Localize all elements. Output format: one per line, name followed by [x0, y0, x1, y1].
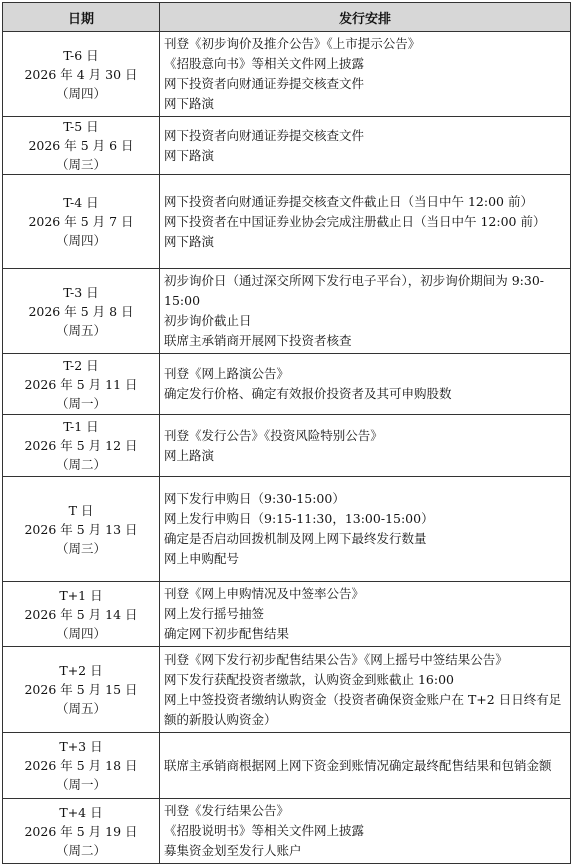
date-cell-date: 2026 年 5 月 13 日 — [24, 521, 138, 537]
date-cell-date: 2026 年 5 月 6 日 — [28, 138, 134, 153]
arrangement-item: 网上发行摇号抽签 — [164, 606, 265, 621]
arrangement-item: 网下路演 — [164, 147, 215, 163]
arrangement-item: 网上申购配号 — [164, 551, 240, 566]
date-cell — [3, 733, 160, 799]
date-cell-date: 2026 年 5 月 18 日 — [24, 758, 138, 773]
date-cell-weekday: （周五） — [55, 322, 106, 338]
date-cell-day: T+4 日 — [59, 804, 103, 820]
arrangement-item: 初步询价截止日 — [164, 313, 252, 328]
date-cell-weekday: （周四） — [55, 625, 106, 641]
header-date: 日期 — [3, 3, 160, 32]
arrangement-item: 刊登《发行公告》《投资风险特别公告》 — [164, 427, 383, 443]
cut-off-text-fragment — [4, 829, 124, 835]
date-cell-day: T-2 日 — [63, 357, 99, 373]
date-cell — [3, 647, 160, 733]
date-cell-weekday: （周二） — [55, 457, 106, 472]
arrangement-cell — [160, 799, 571, 864]
table-row — [3, 175, 571, 269]
arrangement-cell — [160, 582, 571, 647]
arrangement-cell — [160, 733, 571, 799]
table-row — [3, 477, 571, 582]
arrangement-item: 网上中签投资者缴纳认购资金（投资者确保资金账户在 T+2 日日终有足额的新股认购资金） — [164, 691, 562, 727]
arrangement-cell — [160, 354, 571, 415]
arrangement-item: 网上发行申购日（9:15-11:30，13:00-15:00） — [164, 511, 434, 526]
date-cell-date: 2026 年 5 月 8 日 — [28, 303, 134, 319]
arrangement-item: 刊登《发行结果公告》 — [164, 803, 290, 818]
date-cell-weekday: （周四） — [55, 233, 106, 248]
date-cell — [3, 117, 160, 175]
table-row — [3, 117, 571, 175]
arrangement-item: 网下发行申购日（9:30-15:00） — [164, 491, 345, 506]
date-cell — [3, 269, 160, 354]
date-cell-day: T+2 日 — [59, 663, 103, 678]
date-cell — [3, 175, 160, 269]
date-cell-weekday: （周五） — [55, 701, 106, 716]
arrangement-item: 确定发行价格、确定有效报价投资者及其可申购股数 — [164, 386, 452, 401]
arrangement-item: 刊登《网下发行初步配售结果公告》《网上摇号中签结果公告》 — [164, 651, 508, 667]
table-row — [3, 733, 571, 799]
date-cell-date: 2026 年 4 月 30 日 — [24, 66, 138, 82]
date-cell-day: T+1 日 — [59, 587, 103, 603]
arrangement-item: 确定是否启动回拨机制及网上网下最终发行数量 — [164, 531, 427, 546]
arrangement-cell — [160, 477, 571, 582]
date-cell-weekday: （周四） — [55, 85, 106, 101]
arrangement-item: 网下投资者在中国证券业协会完成注册截止日（当日中午 12:00 前） — [164, 213, 546, 229]
header-arrangement: 发行安排 — [160, 3, 571, 32]
table-row — [3, 647, 571, 733]
arrangement-item: 联席主承销商开展网下投资者核查 — [164, 333, 352, 348]
date-cell-day: T-4 日 — [63, 195, 99, 210]
arrangement-item: 网下投资者向财通证券提交核查文件截止日（当日中午 12:00 前） — [164, 193, 533, 209]
table-row — [3, 415, 571, 477]
arrangement-item: 刊登《网上路演公告》 — [164, 366, 290, 381]
arrangement-cell — [160, 175, 571, 269]
arrangement-cell — [160, 415, 571, 477]
date-cell-weekday: （周三） — [55, 540, 106, 556]
arrangement-item: 《招股意向书》等相关文件网上披露 — [164, 56, 365, 71]
date-cell-day: T-6 日 — [63, 47, 99, 63]
arrangement-cell — [160, 117, 571, 175]
arrangement-item: 刊登《初步询价及推介公告》《上市提示公告》 — [164, 36, 421, 51]
date-cell-weekday: （周三） — [55, 157, 106, 172]
arrangement-item: 网下发行获配投资者缴款，认购资金到账截止 16:00 — [164, 671, 454, 687]
issuance-schedule-table — [2, 2, 571, 864]
date-cell-date: 2026 年 5 月 11 日 — [24, 376, 138, 392]
arrangement-item: 初步询价日（通过深交所网下发行电子平台），初步询价期间为 9:30-15:00 — [164, 273, 545, 308]
arrangement-cell — [160, 647, 571, 733]
arrangement-cell — [160, 269, 571, 354]
date-cell-date: 2026 年 5 月 14 日 — [24, 606, 138, 622]
arrangement-item: 网下投资者向财通证券提交核查文件 — [164, 76, 365, 91]
date-cell — [3, 354, 160, 415]
arrangement-item: 刊登《网上申购情况及中签率公告》 — [164, 586, 365, 601]
date-cell — [3, 582, 160, 647]
date-cell-day: T+3 日 — [59, 739, 103, 754]
table-row — [3, 354, 571, 415]
arrangement-cell — [160, 32, 571, 117]
date-cell-day: T 日 — [68, 502, 94, 518]
arrangement-item: 确定网下初步配售结果 — [164, 626, 290, 641]
arrangement-item: 网下投资者向财通证券提交核查文件 — [164, 127, 365, 143]
date-cell — [3, 415, 160, 477]
arrangement-item: 网下路演 — [164, 233, 215, 249]
date-cell-date: 2026 年 5 月 7 日 — [28, 214, 134, 229]
date-cell-weekday: （周一） — [55, 777, 106, 792]
table-row — [3, 269, 571, 354]
arrangement-item: 募集资金划至发行人账户 — [164, 843, 302, 858]
date-cell — [3, 32, 160, 117]
table-header-row — [3, 3, 571, 32]
date-cell-date: 2026 年 5 月 19 日 — [24, 823, 138, 839]
date-cell-day: T-5 日 — [63, 119, 99, 134]
table-row — [3, 32, 571, 117]
date-cell — [3, 477, 160, 582]
arrangement-item: 网上路演 — [164, 447, 215, 463]
arrangement-item: 《招股说明书》等相关文件网上披露 — [164, 823, 365, 838]
arrangement-item: 联席主承销商根据网上网下资金到账情况确定最终配售结果和包销金额 — [164, 757, 552, 773]
arrangement-item: 网下路演 — [164, 96, 215, 111]
table-body — [3, 32, 571, 864]
date-cell-weekday: （周一） — [55, 395, 106, 411]
date-cell-weekday: （周二） — [55, 842, 106, 858]
table-row — [3, 582, 571, 647]
date-cell-day: T-3 日 — [63, 284, 99, 300]
date-cell-date: 2026 年 5 月 12 日 — [24, 438, 138, 453]
date-cell-date: 2026 年 5 月 15 日 — [24, 682, 138, 697]
date-cell-day: T-1 日 — [63, 419, 99, 434]
